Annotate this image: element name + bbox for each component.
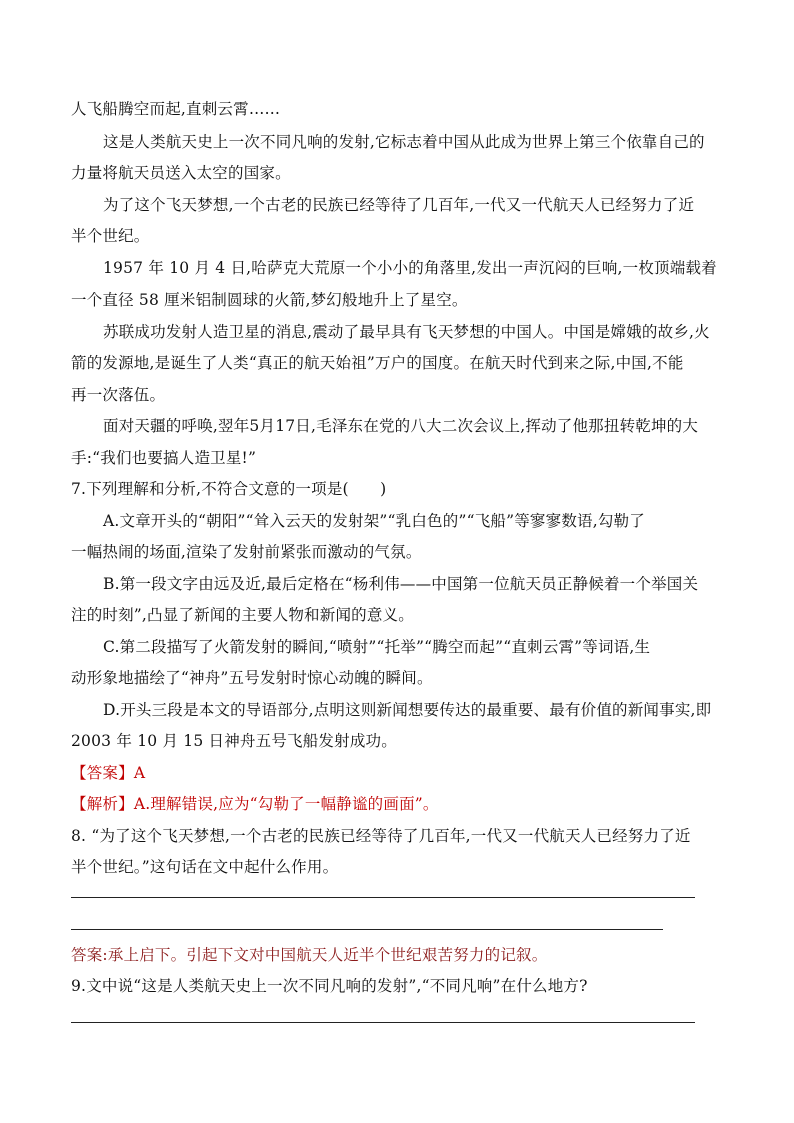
paragraph-line: 力量将航天员送入太空的国家。: [71, 164, 291, 182]
paragraph-line: 手:“我们也要搞人造卫星!”: [71, 449, 257, 467]
paragraph-line: 面对天疆的呼唤,翌年5月17日,毛泽东在党的八大二次会议上,挥动了他那扭转乾坤的大: [103, 417, 699, 435]
answer-value: A: [133, 764, 146, 782]
paragraph-line: 这是人类航天史上一次不同凡响的发射,它标志着中国从此成为世界上第三个依靠自己的: [103, 133, 705, 151]
paragraph-line: 半个世纪。: [71, 227, 150, 245]
question-7-stem: 7.下列理解和分析,不符合文意的一项是( ): [71, 480, 387, 498]
intro-line: 人飞船腾空而起,直刺云霄……: [71, 100, 281, 118]
option-b-line: 注的时刻”,凸显了新闻的主要人物和新闻的意义。: [71, 606, 414, 624]
option-d-line: D.开头三段是本文的导语部分,点明这则新闻想要传达的最重要、最有价值的新闻事实,即: [103, 701, 712, 719]
question-8-line: 半个世纪。”这句话在文中起什么作用。: [71, 858, 339, 876]
answer-blank-line: [71, 1022, 695, 1023]
option-b-line: B.第一段文字由远及近,最后定格在“杨利伟——中国第一位航天员正静候着一个举国关: [103, 575, 699, 593]
analysis-label: 【解析】: [71, 795, 134, 813]
answer-blank-line: [71, 897, 695, 898]
option-c-line: 动形象地描绘了“神舟”五号发射时惊心动魄的瞬间。: [71, 669, 433, 687]
option-c-line: C.第二段描写了火箭发射的瞬间,“喷射”“托举”“腾空而起”“直刺云霄”等词语,生: [103, 638, 651, 656]
answer-label: 【答案】: [71, 764, 134, 782]
option-a-line: A.文章开头的“朝阳”“耸入云天的发射架”“乳白色的”“飞船”等寥寥数语,勾勒了: [103, 512, 645, 530]
paragraph-line: 1957 年 10 月 4 日,哈萨克大荒原一个小小的角落里,发出一声沉闷的巨响,一枚顶端载着: [103, 259, 717, 277]
analysis-line: [71, 794, 439, 814]
option-a-line: 一幅热闹的场面,渲染了发射前紧张而激动的气氛。: [71, 543, 422, 561]
question-8-line: 8. “为了这个飞天梦想,一个古老的民族已经等待了几百年,一代又一代航天人已经努力了近: [71, 827, 691, 845]
paragraph-line: 一个直径 58 厘米铝制圆球的火箭,梦幻般地升上了星空。: [71, 291, 468, 309]
question-8-answer: 答案:承上启下。引起下文对中国航天人近半个世纪艰苦努力的记叙。: [71, 946, 548, 964]
paragraph-line: 箭的发源地,是诞生了人类“真正的航天始祖”万户的国度。在航天时代到来之际,中国,不能: [71, 354, 684, 372]
paragraph-line: 再一次落伍。: [71, 386, 166, 404]
question-9-line: 9.文中说“这是人类航天史上一次不同凡响的发射”,“不同凡响”在什么地方?: [71, 977, 588, 995]
analysis-text: A.理解错误,应为“勾勒了一幅静谧的画面”。: [133, 795, 439, 813]
paragraph-line: 苏联成功发射人造卫星的消息,震动了最早具有飞天梦想的中国人。中国是嫦娥的故乡,火: [103, 323, 710, 341]
answer-line: [71, 763, 145, 783]
answer-blank-line: [71, 929, 663, 930]
paragraph-line: 为了这个飞天梦想,一个古老的民族已经等待了几百年,一代又一代航天人已经努力了近: [103, 196, 695, 214]
option-d-line: 2003 年 10 月 15 日神舟五号飞船发射成功。: [71, 732, 397, 750]
